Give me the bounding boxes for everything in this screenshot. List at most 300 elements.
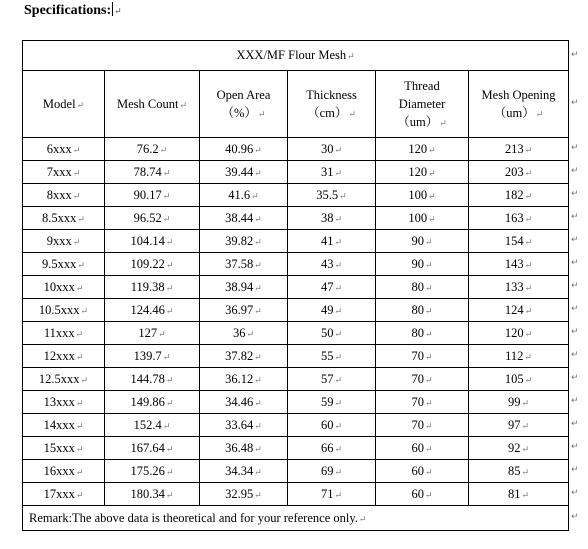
paragraph-mark-icon: ↵ <box>334 328 343 339</box>
paragraph-mark-icon: ↵ <box>75 443 84 454</box>
cell-value: 17xxx <box>43 486 75 501</box>
paragraph-mark-icon: ↵ <box>72 144 81 155</box>
cell-value: 69 <box>320 463 334 478</box>
header-cell <box>105 71 200 138</box>
cell-value: 10.5xxx <box>38 302 80 317</box>
table-cell <box>376 391 469 414</box>
header-text: Model <box>42 96 76 111</box>
cell-value: 112 <box>505 348 524 363</box>
row-end-mark-icon: ↵ <box>571 373 579 383</box>
cell-value: 38 <box>320 210 334 225</box>
paragraph-mark-icon: ↵ <box>347 51 355 61</box>
row-end-mark-icon: ↵ <box>571 396 579 406</box>
table-cell <box>288 391 376 414</box>
table-row <box>23 161 569 184</box>
cell-value: 32.95 <box>225 486 254 501</box>
table-cell <box>23 322 105 345</box>
paragraph-mark-icon: ↵ <box>334 420 343 431</box>
table-cell <box>23 437 105 460</box>
cell-value: 76.2 <box>136 141 159 156</box>
cell-value: 49 <box>320 302 334 317</box>
heading-text: Specifications: <box>24 3 112 18</box>
table-cell <box>23 138 105 161</box>
cell-value: 100 <box>408 187 428 202</box>
paragraph-mark-icon: ↵ <box>339 190 347 201</box>
table-cell <box>469 414 569 437</box>
paragraph-mark-icon: ↵ <box>162 190 171 201</box>
row-end-mark-icon: ↵ <box>571 442 579 452</box>
table-cell <box>288 414 376 437</box>
cell-value: 41.6 <box>228 187 251 202</box>
paragraph-mark-icon: ↵ <box>254 374 262 385</box>
row-end-mark-icon: ↵ <box>571 212 579 222</box>
paragraph-mark-icon: ↵ <box>524 259 533 270</box>
paragraph-mark-icon: ↵ <box>428 190 436 201</box>
table-cell <box>376 207 469 230</box>
cell-value: 90 <box>411 256 424 271</box>
paragraph-mark-icon: ↵ <box>424 305 433 316</box>
paragraph-mark-icon: ↵ <box>254 213 262 224</box>
table-cell <box>200 299 288 322</box>
table-cell <box>200 460 288 483</box>
paragraph-mark-icon: ↵ <box>165 236 174 247</box>
cell-value: 143 <box>504 256 524 271</box>
paragraph-mark-icon: ↵ <box>424 351 433 362</box>
table-cell <box>23 161 105 184</box>
table-cell <box>200 138 288 161</box>
cell-value: 9xxx <box>46 233 72 248</box>
cell-value: 33.64 <box>225 417 254 432</box>
table-row <box>23 391 569 414</box>
paragraph-mark-icon: ↵ <box>254 167 262 178</box>
cell-value: 37.82 <box>225 348 254 363</box>
table-cell <box>376 414 469 437</box>
row-end-mark-icon: ↵ <box>571 189 579 199</box>
cell-value: 180.34 <box>130 486 165 501</box>
table-cell <box>200 391 288 414</box>
table-cell <box>23 483 105 506</box>
paragraph-mark-icon: ↵ <box>162 420 171 431</box>
cell-value: 81 <box>508 486 521 501</box>
table-cell <box>105 276 200 299</box>
table-cell <box>469 437 569 460</box>
table-row <box>23 322 569 345</box>
cell-value: 96.52 <box>133 210 162 225</box>
row-end-mark-icon: ↵ <box>571 98 579 108</box>
table-cell <box>105 184 200 207</box>
table-cell <box>200 368 288 391</box>
paragraph-mark-icon: ↵ <box>424 443 433 454</box>
cell-value: 39.44 <box>225 164 254 179</box>
table-cell <box>105 483 200 506</box>
paragraph-mark-icon: ↵ <box>428 144 436 155</box>
table-cell <box>23 276 105 299</box>
paragraph-mark-icon: ↵ <box>254 489 262 500</box>
table-cell <box>23 230 105 253</box>
table-cell <box>469 460 569 483</box>
paragraph-mark-icon: ↵ <box>77 259 85 270</box>
paragraph-mark-icon: ↵ <box>75 489 84 500</box>
specifications-heading <box>24 2 122 20</box>
table-cell <box>105 253 200 276</box>
table-cell <box>376 483 469 506</box>
header-cell <box>288 71 376 138</box>
cell-value: 36.12 <box>225 371 254 386</box>
table-row <box>23 483 569 506</box>
table-cell <box>469 138 569 161</box>
cell-value: 59 <box>320 394 334 409</box>
cell-value: 167.64 <box>130 440 165 455</box>
cell-value: 182 <box>504 187 524 202</box>
table-cell <box>288 253 376 276</box>
table-cell <box>469 345 569 368</box>
paragraph-mark-icon: ↵ <box>334 374 343 385</box>
cell-value: 120 <box>408 164 428 179</box>
table-row <box>23 184 569 207</box>
table-row <box>23 230 569 253</box>
row-end-mark-icon: ↵ <box>571 281 579 291</box>
paragraph-mark-icon: ↵ <box>165 305 174 316</box>
paragraph-mark-icon: ↵ <box>334 305 343 316</box>
cell-value: 41 <box>320 233 334 248</box>
cell-value: 70 <box>411 394 424 409</box>
paragraph-mark-icon: ↵ <box>77 213 85 224</box>
table-cell <box>469 161 569 184</box>
row-end-mark-icon: ↵ <box>571 350 579 360</box>
cell-value: 9.5xxx <box>42 256 77 271</box>
table-row <box>23 345 569 368</box>
cell-value: 97 <box>508 417 521 432</box>
cell-value: 70 <box>411 417 424 432</box>
paragraph-mark-icon: ↵ <box>165 466 174 477</box>
paragraph-mark-icon: ↵ <box>162 167 171 178</box>
paragraph-mark-icon: ↵ <box>75 397 84 408</box>
paragraph-mark-icon: ↵ <box>524 144 533 155</box>
cell-value: 144.78 <box>130 371 165 386</box>
paragraph-mark-icon: ↵ <box>162 351 171 362</box>
cell-value: 50 <box>320 325 334 340</box>
paragraph-mark-icon: ↵ <box>424 420 433 431</box>
paragraph-mark-icon: ↵ <box>254 397 262 408</box>
cell-value: 80 <box>411 302 424 317</box>
header-text: Thread <box>404 78 440 93</box>
table-cell <box>469 184 569 207</box>
paragraph-mark-icon: ↵ <box>114 6 122 16</box>
table-cell <box>200 414 288 437</box>
paragraph-mark-icon: ↵ <box>424 397 433 408</box>
paragraph-mark-icon: ↵ <box>254 420 262 431</box>
table-cell <box>469 299 569 322</box>
cell-value: 149.86 <box>130 394 165 409</box>
paragraph-mark-icon: ↵ <box>521 420 530 431</box>
paragraph-mark-icon: ↵ <box>72 190 81 201</box>
table-cell <box>288 276 376 299</box>
paragraph-mark-icon: ↵ <box>254 282 262 293</box>
header-text: （um） <box>493 105 535 120</box>
table-cell <box>376 253 469 276</box>
table-cell <box>105 391 200 414</box>
cell-value: 124 <box>504 302 524 317</box>
paragraph-mark-icon: ↵ <box>524 282 533 293</box>
table-cell <box>376 161 469 184</box>
cell-value: 39.82 <box>225 233 254 248</box>
paragraph-mark-icon: ↵ <box>254 144 262 155</box>
row-end-mark-icon: ↵ <box>571 465 579 475</box>
header-cell <box>23 71 105 138</box>
paragraph-mark-icon: ↵ <box>75 282 84 293</box>
header-text: Mesh Count <box>116 96 179 111</box>
table-cell <box>469 207 569 230</box>
remark-text: Remark:The above data is theoretical and for your reference only. <box>29 510 358 525</box>
table-cell <box>469 230 569 253</box>
paragraph-mark-icon: ↵ <box>165 397 174 408</box>
cell-value: 70 <box>411 348 424 363</box>
cell-value: 139.7 <box>133 348 162 363</box>
paragraph-mark-icon: ↵ <box>524 351 532 362</box>
cell-value: 175.26 <box>130 463 165 478</box>
table-title-cell <box>23 41 569 71</box>
paragraph-mark-icon: ↵ <box>254 305 262 316</box>
paragraph-mark-icon: ↵ <box>165 443 174 454</box>
cell-value: 7xxx <box>46 164 72 179</box>
cell-value: 8xxx <box>46 187 72 202</box>
cell-value: 40.96 <box>225 141 254 156</box>
cell-value: 90 <box>411 233 424 248</box>
table-cell <box>105 207 200 230</box>
paragraph-mark-icon: ↵ <box>424 282 433 293</box>
cell-value: 57 <box>320 371 334 386</box>
cell-value: 12xxx <box>43 348 75 363</box>
row-end-mark-icon: ↵ <box>571 49 579 60</box>
cell-value: 11xxx <box>43 325 75 340</box>
cell-value: 152.4 <box>133 417 162 432</box>
header-text: （%） <box>221 105 257 120</box>
paragraph-mark-icon: ↵ <box>524 213 533 224</box>
cell-value: 78.74 <box>133 164 162 179</box>
cell-value: 99 <box>508 394 521 409</box>
cell-value: 213 <box>504 141 524 156</box>
cell-value: 15xxx <box>43 440 75 455</box>
cell-value: 80 <box>411 325 424 340</box>
cell-value: 92 <box>508 440 521 455</box>
row-end-mark-icon: ↵ <box>571 488 579 498</box>
cell-value: 36.48 <box>225 440 254 455</box>
table-cell <box>200 437 288 460</box>
paragraph-mark-icon: ↵ <box>254 259 262 270</box>
paragraph-mark-icon: ↵ <box>358 513 367 524</box>
table-cell <box>200 161 288 184</box>
table-title: XXX/MF Flour Mesh <box>236 48 347 62</box>
table-cell <box>376 437 469 460</box>
paragraph-mark-icon: ↵ <box>334 397 343 408</box>
cell-value: 6xxx <box>46 141 72 156</box>
table-cell <box>288 184 376 207</box>
cell-value: 60 <box>411 463 424 478</box>
paragraph-mark-icon: ↵ <box>165 374 174 385</box>
row-end-mark-icon: ↵ <box>571 166 579 176</box>
cell-value: 43 <box>320 256 334 271</box>
table-cell <box>288 483 376 506</box>
header-text: Mesh Opening <box>481 87 556 102</box>
table-row <box>23 460 569 483</box>
paragraph-mark-icon: ↵ <box>524 374 533 385</box>
header-text: Thickness <box>306 87 357 102</box>
cell-value: 203 <box>504 164 524 179</box>
paragraph-mark-icon: ↵ <box>439 117 447 128</box>
paragraph-mark-icon: ↵ <box>535 108 544 119</box>
paragraph-mark-icon: ↵ <box>75 328 84 339</box>
cell-value: 104.14 <box>130 233 165 248</box>
paragraph-mark-icon: ↵ <box>424 328 433 339</box>
table-cell <box>469 276 569 299</box>
row-end-mark-icon: ↵ <box>571 143 579 153</box>
cell-value: 10xxx <box>43 279 75 294</box>
cell-value: 71 <box>320 486 334 501</box>
table-row <box>23 207 569 230</box>
table-cell <box>376 345 469 368</box>
table-cell <box>288 207 376 230</box>
table-cell <box>469 391 569 414</box>
row-end-mark-icon: ↵ <box>571 327 579 337</box>
paragraph-mark-icon: ↵ <box>334 351 343 362</box>
paragraph-mark-icon: ↵ <box>334 259 343 270</box>
cell-value: 80 <box>411 279 424 294</box>
table-cell <box>105 460 200 483</box>
table-cell <box>200 276 288 299</box>
paragraph-mark-icon: ↵ <box>254 351 262 362</box>
table-cell <box>288 299 376 322</box>
paragraph-mark-icon: ↵ <box>424 259 433 270</box>
table-cell <box>23 253 105 276</box>
paragraph-mark-icon: ↵ <box>521 443 530 454</box>
table-row <box>23 414 569 437</box>
table-cell <box>288 345 376 368</box>
table-cell <box>288 437 376 460</box>
paragraph-mark-icon: ↵ <box>428 167 436 178</box>
cell-value: 120 <box>504 325 524 340</box>
paragraph-mark-icon: ↵ <box>334 167 343 178</box>
cell-value: 38.94 <box>225 279 254 294</box>
table-row <box>23 368 569 391</box>
paragraph-mark-icon: ↵ <box>165 259 174 270</box>
cell-value: 14xxx <box>43 417 75 432</box>
cell-value: 154 <box>504 233 524 248</box>
cell-value: 124.46 <box>130 302 165 317</box>
paragraph-mark-icon: ↵ <box>524 328 533 339</box>
table-cell <box>200 322 288 345</box>
table-cell <box>23 299 105 322</box>
table-row <box>23 276 569 299</box>
cell-value: 35.5 <box>316 187 339 202</box>
table-header-row <box>23 71 569 138</box>
header-text: （um） <box>397 114 439 129</box>
paragraph-mark-icon: ↵ <box>524 305 533 316</box>
paragraph-mark-icon: ↵ <box>334 236 343 247</box>
header-text: Diameter <box>398 96 446 111</box>
paragraph-mark-icon: ↵ <box>76 99 85 110</box>
cell-value: 70 <box>411 371 424 386</box>
table-cell <box>200 184 288 207</box>
remark-cell <box>23 506 569 531</box>
table-cell <box>469 322 569 345</box>
cell-value: 85 <box>508 463 521 478</box>
table-cell <box>23 391 105 414</box>
paragraph-mark-icon: ↵ <box>159 144 168 155</box>
table-cell <box>200 207 288 230</box>
paragraph-mark-icon: ↵ <box>162 213 171 224</box>
table-cell <box>376 368 469 391</box>
cell-value: 133 <box>504 279 524 294</box>
paragraph-mark-icon: ↵ <box>334 144 343 155</box>
table-cell <box>376 138 469 161</box>
cell-value: 36.97 <box>225 302 254 317</box>
table-cell <box>376 299 469 322</box>
paragraph-mark-icon: ↵ <box>165 282 174 293</box>
row-end-mark-icon: ↵ <box>571 512 579 522</box>
table-cell <box>23 345 105 368</box>
table-cell <box>23 460 105 483</box>
cell-value: 60 <box>320 417 334 432</box>
paragraph-mark-icon: ↵ <box>334 443 343 454</box>
table-row <box>23 253 569 276</box>
paragraph-mark-icon: ↵ <box>251 190 259 201</box>
paragraph-mark-icon: ↵ <box>254 466 262 477</box>
paragraph-mark-icon: ↵ <box>521 466 530 477</box>
paragraph-mark-icon: ↵ <box>72 236 81 247</box>
cell-value: 8.5xxx <box>42 210 77 225</box>
cell-value: 34.46 <box>225 394 254 409</box>
table-cell <box>23 414 105 437</box>
paragraph-mark-icon: ↵ <box>428 213 436 224</box>
paragraph-mark-icon: ↵ <box>524 167 533 178</box>
paragraph-mark-icon: ↵ <box>165 489 174 500</box>
paragraph-mark-icon: ↵ <box>72 167 81 178</box>
table-cell <box>288 368 376 391</box>
cell-value: 120 <box>408 141 428 156</box>
header-cell <box>200 71 288 138</box>
paragraph-mark-icon: ↵ <box>424 466 433 477</box>
table-row <box>23 138 569 161</box>
paragraph-mark-icon: ↵ <box>348 108 356 119</box>
cell-value: 60 <box>411 486 424 501</box>
cell-value: 36 <box>232 325 246 340</box>
table-cell <box>105 437 200 460</box>
paragraph-mark-icon: ↵ <box>158 328 166 339</box>
cell-value: 163 <box>504 210 524 225</box>
paragraph-mark-icon: ↵ <box>246 328 255 339</box>
cell-value: 34.34 <box>225 463 254 478</box>
row-end-mark-icon: ↵ <box>571 258 579 268</box>
table-cell <box>469 368 569 391</box>
paragraph-mark-icon: ↵ <box>334 213 343 224</box>
cell-value: 109.22 <box>130 256 165 271</box>
cell-value: 66 <box>320 440 334 455</box>
table-title-row <box>23 41 569 71</box>
table-remark-row <box>23 506 569 531</box>
table-cell <box>376 184 469 207</box>
table-cell <box>288 460 376 483</box>
row-end-mark-icon: ↵ <box>571 235 579 245</box>
paragraph-mark-icon: ↵ <box>80 305 89 316</box>
paragraph-mark-icon: ↵ <box>75 351 84 362</box>
table-cell <box>23 207 105 230</box>
paragraph-mark-icon: ↵ <box>424 236 433 247</box>
table-cell <box>288 230 376 253</box>
specifications-table <box>22 40 569 531</box>
table-cell <box>376 230 469 253</box>
paragraph-mark-icon: ↵ <box>254 236 262 247</box>
cell-value: 60 <box>411 440 424 455</box>
